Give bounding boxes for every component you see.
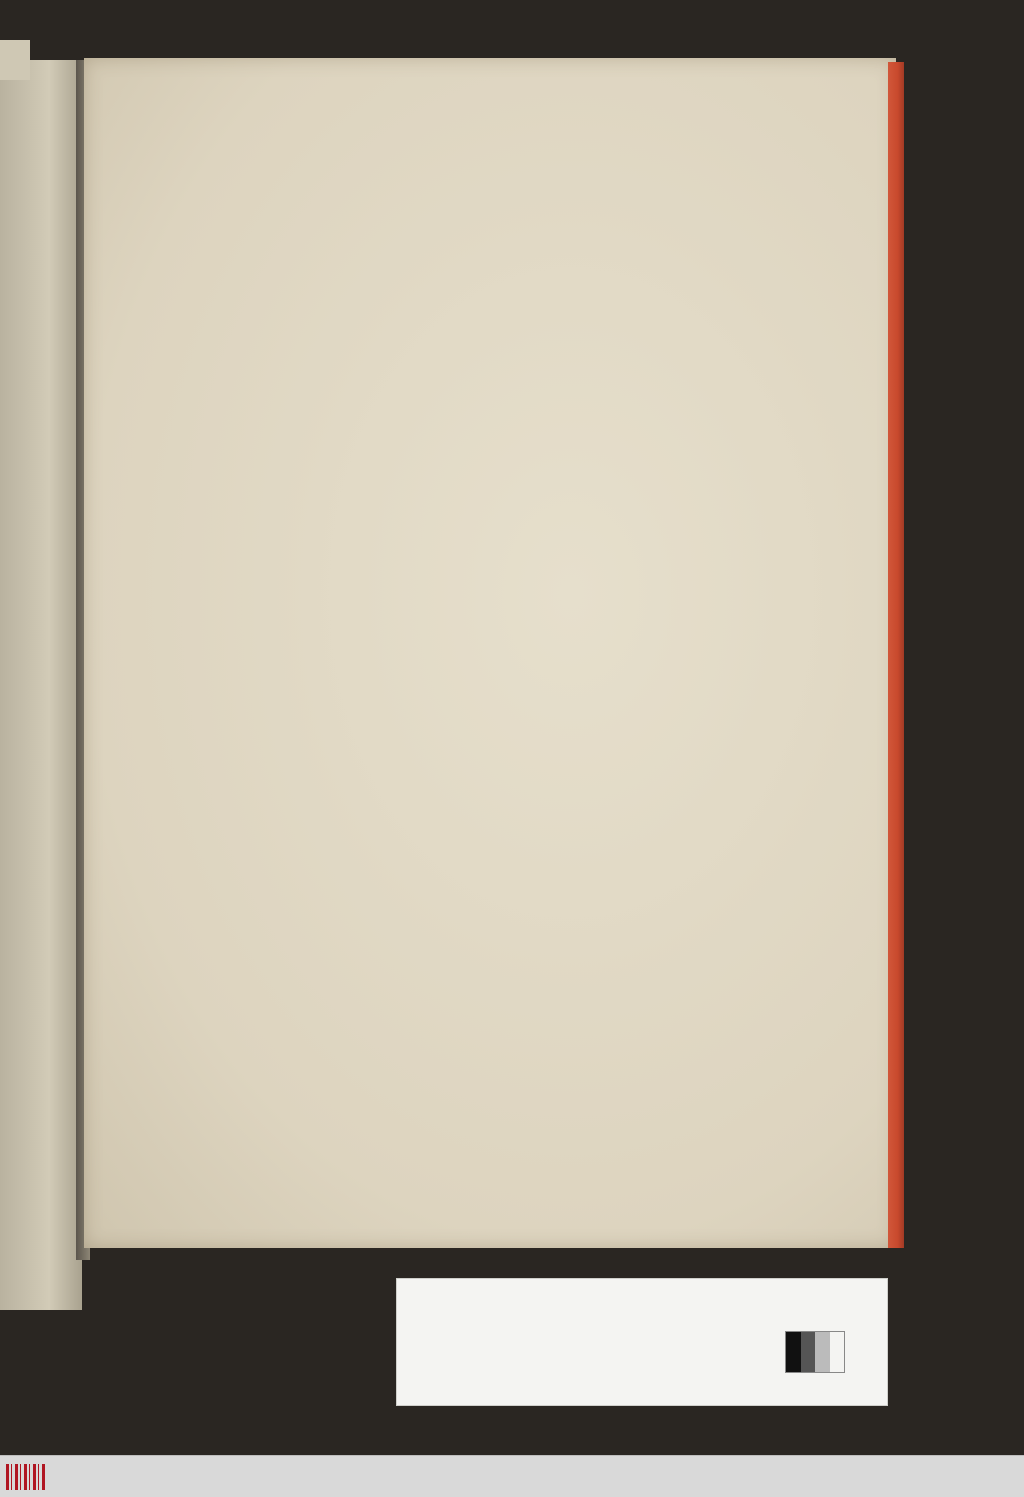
gray-swatch (785, 1331, 845, 1373)
left-page-corner (0, 40, 30, 80)
scale-ruler (411, 1329, 673, 1369)
hab-barcode-icon (6, 1464, 46, 1490)
right-page (84, 58, 896, 1248)
page-red-edge (888, 62, 904, 1248)
left-page-sliver (0, 60, 82, 1310)
footer-bar (0, 1455, 1024, 1497)
color-calibration-card (396, 1278, 888, 1406)
